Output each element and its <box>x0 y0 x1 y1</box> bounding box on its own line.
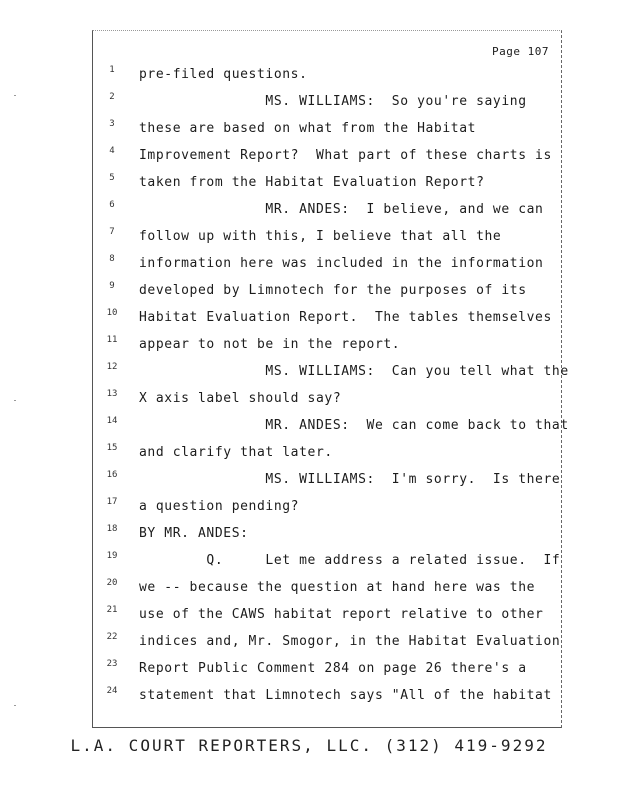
line-number: 2 <box>109 92 115 102</box>
page-number: Page 107 <box>492 45 549 58</box>
line-text: Report Public Comment 284 on page 26 there's a <box>139 661 527 676</box>
line-number: 21 <box>106 605 118 615</box>
line-text: these are based on what from the Habitat <box>139 121 477 136</box>
transcript-line <box>93 362 569 384</box>
line-text: and clarify that later. <box>139 445 333 460</box>
scan-mark <box>14 705 16 706</box>
transcript-line <box>93 499 561 519</box>
line-text: indices and, Mr. Smogor, in the Habitat Evaluation <box>139 634 561 649</box>
line-number: 3 <box>109 119 115 129</box>
line-number: 11 <box>106 335 118 345</box>
line-text: MS. WILLIAMS: So you're saying <box>139 94 527 109</box>
line-number: 22 <box>106 632 118 642</box>
transcript-line <box>93 121 561 141</box>
transcript-line <box>93 175 561 195</box>
line-text: BY MR. ANDES: <box>139 526 249 541</box>
line-number: 1 <box>109 65 115 75</box>
transcript-line <box>93 416 569 438</box>
line-text: MS. WILLIAMS: I'm sorry. Is there <box>139 472 561 487</box>
line-text: follow up with this, I believe that all the <box>139 229 502 244</box>
line-text: a question pending? <box>139 499 300 514</box>
line-text: statement that Limnotech says "All of the habitat <box>139 688 552 703</box>
line-text: use of the CAWS habitat report relative to other <box>139 607 544 622</box>
line-text: MS. WILLIAMS: Can you tell what the <box>139 364 569 379</box>
line-number: 19 <box>106 551 118 561</box>
line-text: appear to not be in the report. <box>139 337 401 352</box>
line-number: 4 <box>109 146 115 156</box>
line-number: 14 <box>106 416 118 426</box>
transcript-line <box>93 94 561 114</box>
line-number: 6 <box>109 200 115 210</box>
line-text: taken from the Habitat Evaluation Report? <box>139 175 485 190</box>
line-number: 24 <box>106 686 118 696</box>
line-number: 10 <box>106 308 118 318</box>
line-text: MR. ANDES: We can come back to that <box>139 418 569 433</box>
line-number: 15 <box>106 443 118 453</box>
scan-mark <box>14 95 16 96</box>
transcript-line <box>93 283 561 303</box>
transcript-line <box>93 148 561 168</box>
line-text: Q. Let me address a related issue. If <box>139 553 561 568</box>
transcript-line <box>93 391 561 411</box>
transcript-line <box>93 607 561 627</box>
line-text: Improvement Report? What part of these charts is <box>139 148 552 163</box>
line-number: 13 <box>106 389 118 399</box>
scan-mark <box>14 400 16 401</box>
transcript-line <box>93 580 561 600</box>
line-number: 17 <box>106 497 118 507</box>
transcript-line <box>93 202 561 222</box>
line-number: 12 <box>106 362 118 372</box>
transcript-line <box>93 337 561 357</box>
line-number: 7 <box>109 227 115 237</box>
line-text: information here was included in the information <box>139 256 544 271</box>
transcript-line <box>93 229 561 249</box>
line-text: we -- because the question at hand here was the <box>139 580 536 595</box>
line-number: 5 <box>109 173 115 183</box>
transcript-line <box>93 553 561 573</box>
transcript-line <box>93 661 561 681</box>
line-number: 9 <box>109 281 115 291</box>
line-number: 16 <box>106 470 118 480</box>
transcript-line <box>93 256 561 276</box>
transcript-line <box>93 67 561 87</box>
transcript-line <box>93 688 561 708</box>
line-text: developed by Limnotech for the purposes of its <box>139 283 527 298</box>
line-text: X axis label should say? <box>139 391 342 406</box>
line-text: pre-filed questions. <box>139 67 308 82</box>
transcript-page <box>92 30 569 728</box>
transcript-line <box>93 526 561 546</box>
footer-court-reporter: L.A. COURT REPORTERS, LLC. (312) 419-9292 <box>70 736 548 755</box>
transcript-line <box>93 445 561 465</box>
line-number: 18 <box>106 524 118 534</box>
transcript-line <box>93 634 561 654</box>
line-text: MR. ANDES: I believe, and we can <box>139 202 544 217</box>
transcript-line <box>93 472 561 492</box>
line-number: 23 <box>106 659 118 669</box>
line-number: 8 <box>109 254 115 264</box>
line-text: Habitat Evaluation Report. The tables themselves <box>139 310 552 325</box>
line-number: 20 <box>106 578 118 588</box>
transcript-line <box>93 310 561 330</box>
